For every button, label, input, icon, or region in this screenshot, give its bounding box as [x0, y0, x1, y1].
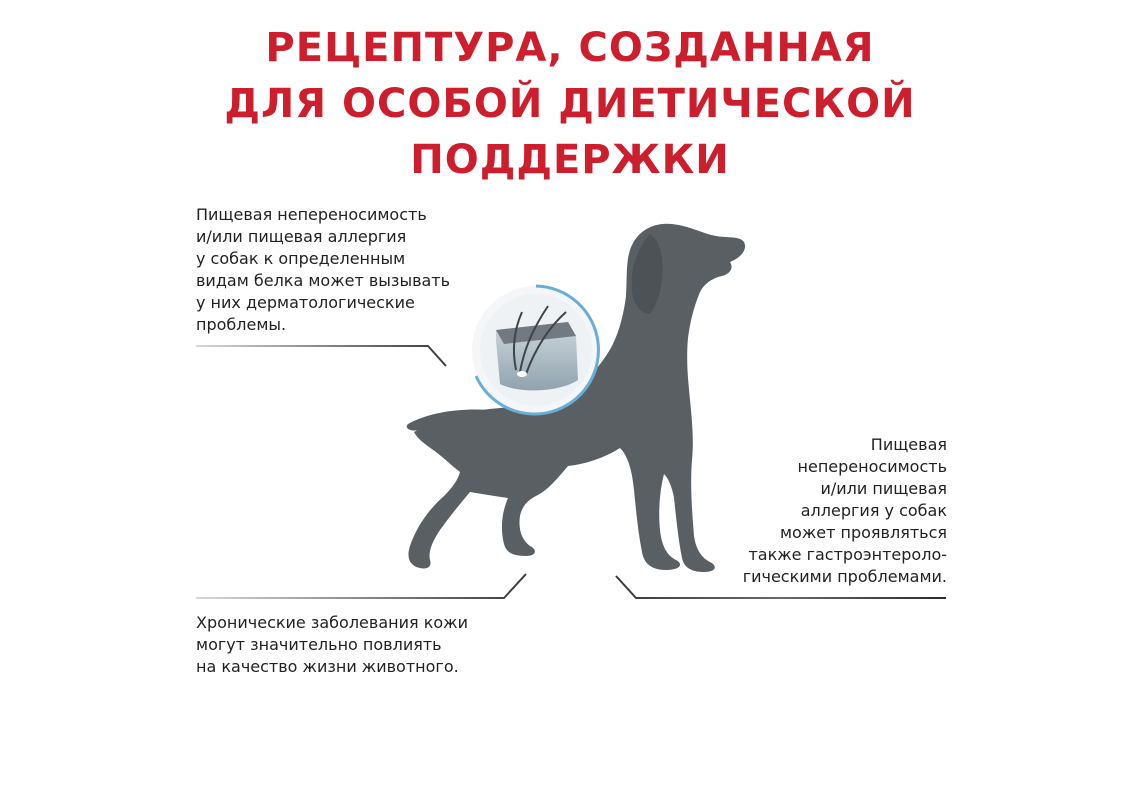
note-line: могут значительно повлиять — [196, 635, 442, 654]
note-line: и/или пищевая — [820, 479, 947, 498]
note-line: на качество жизни животного. — [196, 657, 459, 676]
callout-line-top-left — [196, 346, 446, 366]
note-line: аллергия у собак — [800, 501, 947, 520]
note-line: Пищевая — [870, 435, 947, 454]
callout-line-bottom-left — [196, 574, 526, 598]
headline-line-2: ДЛЯ ОСОБОЙ ДИЕТИЧЕСКОЙ — [224, 81, 916, 127]
headline-line-3: ПОДДЕРЖКИ — [410, 137, 730, 183]
note-line: проблемы. — [196, 315, 287, 334]
note-line: и/или пищевая аллергия — [196, 227, 407, 246]
note-line: может проявляться — [779, 523, 947, 542]
note-line: Пищевая непереносимость — [196, 205, 427, 224]
note-line: гическими проблемами. — [742, 567, 947, 586]
note-line: видам белка может вызывать — [196, 271, 451, 290]
note-line: Хронические заболевания кожи — [196, 613, 468, 632]
note-chronic-skin — [196, 612, 468, 678]
headline-line-1: РЕЦЕПТУРА, СОЗДАННАЯ — [265, 25, 875, 71]
note-line: у них дерматологические — [196, 293, 415, 312]
note-skin-problems — [196, 204, 450, 336]
note-line: также гастроэнтероло- — [748, 545, 947, 564]
note-line: у собак к определенным — [196, 249, 406, 268]
note-gastro-problems — [743, 434, 947, 588]
note-line: непереносимость — [797, 457, 947, 476]
